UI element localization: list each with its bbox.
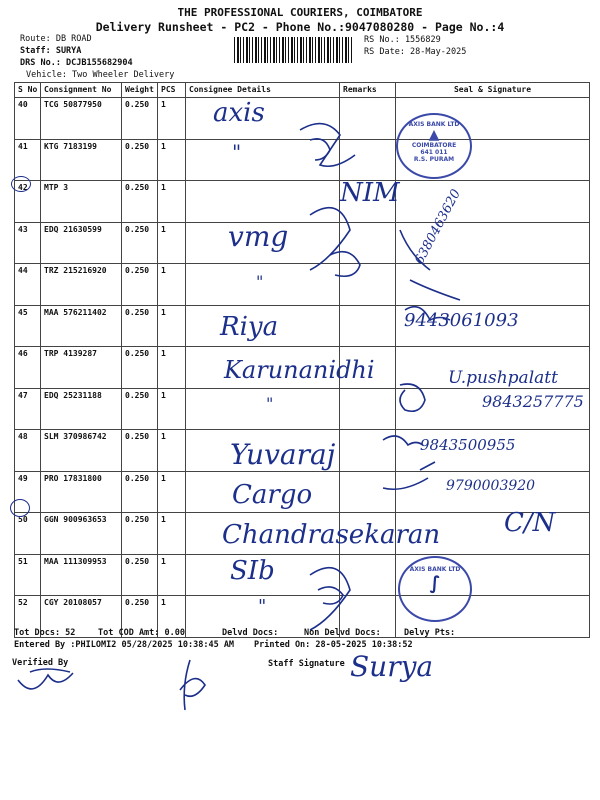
stamp-signature-icon: ∫ xyxy=(429,573,441,594)
signature-mark xyxy=(310,139,330,160)
entered-by: Entered By :PHILOMI2 05/28/2025 10:38:45 AM xyxy=(14,640,235,650)
axis-logo-icon: ▲ xyxy=(428,127,440,143)
cell-pcs: 1 xyxy=(158,596,186,638)
handwriting-axis: axis xyxy=(213,98,265,128)
handwriting-mobile: 6380463620 xyxy=(412,186,465,268)
handwriting-vmg: vmg xyxy=(228,220,289,253)
cell-cn: TRZ 215216920 xyxy=(41,264,122,306)
rs-no-text: RS No.: 1556829 xyxy=(364,35,441,45)
cell-pcs: 1 xyxy=(158,222,186,264)
cell-sno: 47 xyxy=(15,388,41,430)
signature-mark xyxy=(405,307,450,320)
handwriting-priya: Riya xyxy=(220,312,279,342)
cell-pcs: 1 xyxy=(158,554,186,596)
staff-text: Staff: SURYA xyxy=(20,46,82,56)
col-remarks: Remarks xyxy=(340,83,396,98)
signature-mark xyxy=(330,252,360,277)
col-pcs: PCS xyxy=(158,83,186,98)
cell-sno: 50 xyxy=(15,513,41,555)
rs-date-text: RS Date: 28-May-2025 xyxy=(364,47,467,57)
stamp-title: AXIS BANK LTD xyxy=(409,566,461,573)
route-text: Route: DB ROAD xyxy=(20,34,92,44)
cell-sno: 51 xyxy=(15,554,41,596)
col-consignment: Consignment No xyxy=(41,83,122,98)
cell-weight: 0.250 xyxy=(122,139,158,181)
handwriting-nim: NIM xyxy=(340,178,400,208)
verified-by-label: Verified By xyxy=(12,658,69,668)
signature-mark xyxy=(310,568,350,630)
stamp-title: AXIS BANK LTD xyxy=(408,121,460,128)
handwriting-sib: SIb xyxy=(230,556,275,586)
cell-weight: 0.250 xyxy=(122,305,158,347)
cell-sno: 43 xyxy=(15,222,41,264)
vehicle-text: Vehicle: Two Wheeler Delivery xyxy=(26,70,175,80)
cell-cn: CGY 20108057 xyxy=(41,596,122,638)
runsheet-subtitle: Delivery Runsheet - PC2 - Phone No.:9047080280 - Page No.:4 xyxy=(95,20,505,34)
printed-on: Printed On: 28-05-2025 10:38:52 xyxy=(254,640,413,650)
signature-staff xyxy=(180,660,205,710)
cell-pcs: 1 xyxy=(158,347,186,389)
staff-signature-label: Staff Signature xyxy=(268,659,345,669)
cell-weight: 0.250 xyxy=(122,181,158,223)
stamp-code: 641 011 xyxy=(420,149,448,156)
cell-sno: 42 xyxy=(15,181,41,223)
cell-cn: KTG 7183199 xyxy=(41,139,122,181)
stamp-area: R.S. PURAM xyxy=(413,156,455,163)
cell-pcs: 1 xyxy=(158,181,186,223)
cell-pcs: 1 xyxy=(158,139,186,181)
cell-sno: 40 xyxy=(15,98,41,140)
handwriting-cn: C/N xyxy=(504,508,556,538)
handwriting-surya: Surya xyxy=(350,650,434,683)
cell-weight: 0.250 xyxy=(122,347,158,389)
delvd-docs: Delvd Docs: xyxy=(222,628,279,638)
cell-pcs: 1 xyxy=(158,98,186,140)
signature-mark xyxy=(400,230,460,300)
signature-mark xyxy=(383,436,423,445)
non-delvd-docs: Non Delvd Docs: xyxy=(304,628,381,638)
cell-cn: PRO 17831800 xyxy=(41,471,122,513)
stamp-place: COIMBATORE xyxy=(411,142,457,149)
col-consignee: Consignee Details xyxy=(186,83,340,98)
handwriting-phone-1: 9443061093 xyxy=(404,310,519,331)
tot-docs: Tot Docs: 52 xyxy=(14,628,76,638)
cell-pcs: 1 xyxy=(158,513,186,555)
signature-mark xyxy=(400,384,425,411)
cell-sno: 45 xyxy=(15,305,41,347)
axis-bank-stamp xyxy=(396,113,472,179)
cell-weight: 0.250 xyxy=(122,596,158,638)
cell-weight: 0.250 xyxy=(122,222,158,264)
handwriting-chandra: Chandrasekaran xyxy=(222,520,441,550)
col-seal: Seal & Signature xyxy=(396,83,590,98)
tot-cod: Tot COD Amt: 0.00 xyxy=(98,628,185,638)
signature-mark xyxy=(310,208,350,270)
cell-cn: EDQ 25231188 xyxy=(41,388,122,430)
handwriting-ditto: " xyxy=(258,596,267,617)
drs-text: DRS No.: DCJB155682904 xyxy=(20,58,133,68)
cell-cn: EDQ 21630599 xyxy=(41,222,122,264)
handwriting-name: U.pushpalatt xyxy=(448,368,558,388)
cell-cn: TRP 4139287 xyxy=(41,347,122,389)
handwriting-cargo: Cargo xyxy=(232,480,313,510)
cell-sno: 44 xyxy=(15,264,41,306)
cell-cn: MAA 576211402 xyxy=(41,305,122,347)
signature-mark xyxy=(383,462,435,489)
cell-weight: 0.250 xyxy=(122,430,158,472)
cell-weight: 0.250 xyxy=(122,554,158,596)
cell-cn: TCG 50877950 xyxy=(41,98,122,140)
col-weight: Weight xyxy=(122,83,158,98)
cell-sno: 49 xyxy=(15,471,41,513)
company-title: THE PROFESSIONAL COURIERS, COIMBATORE xyxy=(177,6,423,19)
cell-sno: 41 xyxy=(15,139,41,181)
cell-pcs: 1 xyxy=(158,471,186,513)
handwriting-ditto: " xyxy=(266,394,274,413)
handwriting-phone-4: 9790003920 xyxy=(446,478,536,494)
delvy-pts: Delvy Pts: xyxy=(404,628,456,638)
cell-pcs: 1 xyxy=(158,305,186,347)
cell-cn: SLM 370986742 xyxy=(41,430,122,472)
handwriting-phone-2: 9843257775 xyxy=(482,392,584,411)
signature-verified xyxy=(18,669,73,689)
cell-weight: 0.250 xyxy=(122,388,158,430)
signature-mark xyxy=(318,587,343,604)
cell-pcs: 1 xyxy=(158,430,186,472)
cell-weight: 0.250 xyxy=(122,98,158,140)
cell-cn: GGN 900963653 xyxy=(41,513,122,555)
cell-weight: 0.250 xyxy=(122,264,158,306)
handwriting-ditto: " xyxy=(256,272,264,291)
cell-sno: 46 xyxy=(15,347,41,389)
handwriting-phone-3: 9843500955 xyxy=(420,436,516,454)
cell-pcs: 1 xyxy=(158,388,186,430)
cell-cn: MTP 3 xyxy=(41,181,122,223)
axis-bank-stamp xyxy=(398,556,472,622)
col-sno: S No xyxy=(15,83,41,98)
cell-cn: MAA 111309953 xyxy=(41,554,122,596)
cell-weight: 0.250 xyxy=(122,471,158,513)
handwriting-yuvaraj: Yuvaraj xyxy=(230,438,336,471)
handwriting-ditto: " xyxy=(232,140,242,164)
handwriting-karuna: Karunanidhi xyxy=(224,356,375,384)
cell-pcs: 1 xyxy=(158,264,186,306)
cell-sno: 48 xyxy=(15,430,41,472)
cell-sno: 52 xyxy=(15,596,41,638)
cell-weight: 0.250 xyxy=(122,513,158,555)
